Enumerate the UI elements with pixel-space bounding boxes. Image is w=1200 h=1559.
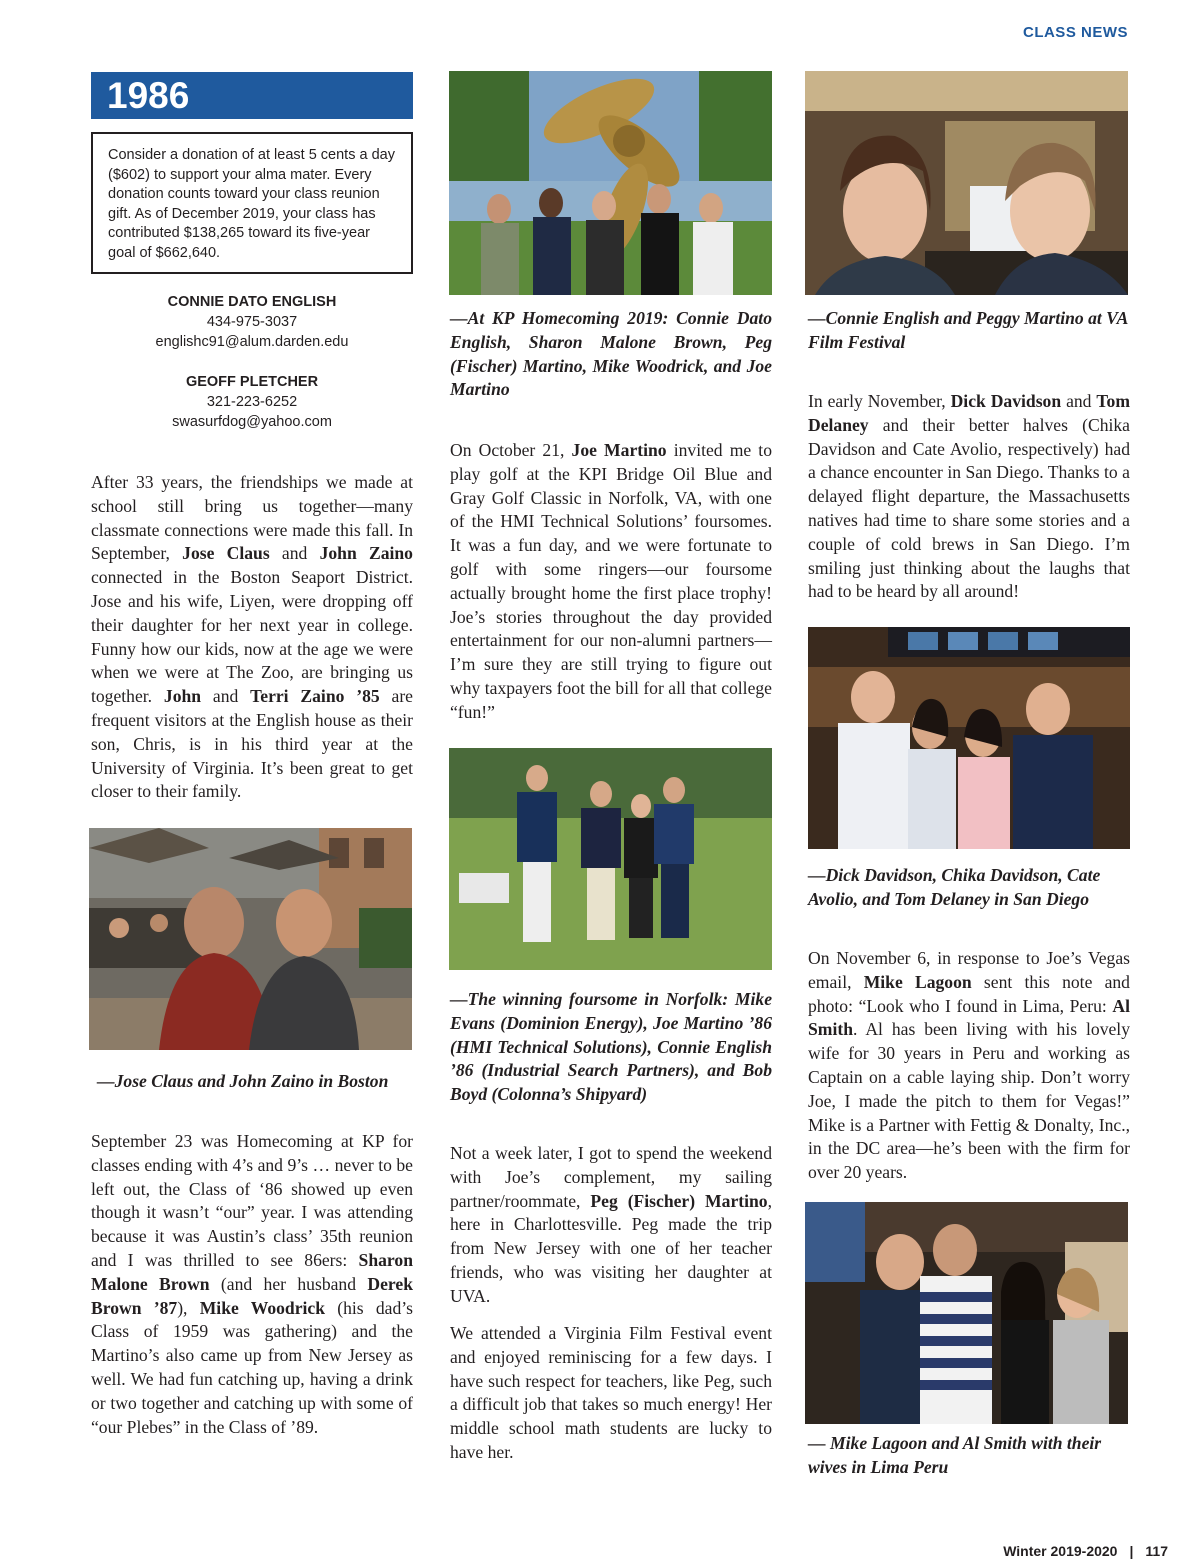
photo-lima-peru (805, 1202, 1128, 1424)
photo-homecoming-2019 (449, 71, 772, 295)
caption-boston: —Jose Claus and John Zaino in Boston (97, 1071, 389, 1091)
issue-label: Winter 2019-2020 (1003, 1543, 1118, 1559)
photo-boston (89, 828, 412, 1050)
contact-block-2 (91, 372, 413, 432)
donation-box: Consider a donation of at least 5 cents a day ($602) to support your alma mater. Every donation counts toward your class reunion gift. As of December 2019, your class has contributed $138,265 toward its five-year goal of $662,640. (91, 132, 413, 274)
class-year-heading: 1986 (91, 72, 413, 119)
contact-name: GEOFF PLETCHER (185, 374, 319, 390)
caption-san-diego: —Dick Davidson, Chika Davidson, Cate Avolio, and Tom Delaney in San Diego (808, 865, 1101, 909)
contact-phone: 321-223-6252 (206, 394, 298, 410)
contact-email: swasurfdog@yahoo.com (172, 414, 332, 430)
footer-separator: | (1129, 1543, 1134, 1559)
article-paragraph-5: We attended a Virginia Film Festival event and enjoyed reminiscing for a few days. I have such respect for teachers, like Peg, such a difficult job that takes so much energy! Her middle school math students are lucky to have her. (450, 1323, 772, 1462)
page-footer (1003, 1543, 1168, 1559)
caption-lima-peru: — Mike Lagoon and Al Smith with their wives in Lima Peru (808, 1433, 1102, 1477)
article-paragraph-1: After 33 years, the friendships we made at school still bring us together—many classmate connections were made this fall. In September, Jose Claus and John Zaino connected in the Boston Seaport District. Jose and his wife, Liyen, were dropping off their daughter for her next year in college. Funny how our kids, now at the age we were when we were at The Zoo, are bringing us together. John and Terri Zaino ’85 are frequent visitors at the English house as their son, Chris, is in his third year at the University of Virginia. It’s been great to get closer to their family. (91, 472, 413, 802)
contact-name: CONNIE DATO ENGLISH (167, 294, 337, 310)
contact-phone: 434-975-3037 (206, 314, 298, 330)
contact-block-1 (91, 292, 413, 352)
photo-va-film-festival (805, 71, 1128, 295)
article-paragraph-7: On November 6, in response to Joe’s Vegas email, Mike Lagoon sent this note and photo: “Look who I found in Lima, Peru: Al Smith. Al has been living with his lovely wife for 30 years in Peru and working as Captain on a cable laying ship. Don’t worry Joe, I made the pitch to them for Vegas!” Mike is a Partner with Fettig & Donalty, Inc., in the DC area—he’s been with the firm for over 20 years. (808, 948, 1130, 1183)
caption-va-film-festival: —Connie English and Peggy Martino at VA Film Festival (808, 308, 1128, 352)
article-paragraph-4: Not a week later, I got to spend the weekend with Joe’s complement, my sailing partner/roommate, Peg (Fischer) Martino, here in Charlottesville. Peg made the trip from New Jersey with one of her teacher friends, who was visiting her daughter at UVA. (450, 1143, 772, 1306)
article-paragraph-3: On October 21, Joe Martino invited me to play golf at the KPI Bridge Oil Blue and Gray Golf Classic in Norfolk, VA, with one of the HMI Technical Solutions’ foursomes. It was a fun day, and we were fortunate to golf with some ringers—our foursome actually brought home the first place trophy! Joe’s stories throughout the day provided entertainment for our non-alumni partners—I’m sure they are still trying to figure out why taxpayers foot the bill for all that college “fun!” (450, 440, 772, 722)
contact-email: englishc91@alum.darden.edu (155, 334, 349, 350)
page-number: 117 (1145, 1543, 1168, 1559)
article-paragraph-2: September 23 was Homecoming at KP for classes ending with 4’s and 9’s … never to be left out, the Class of ‘86 showed up even though it wasn’t “our” year. I was attending because it was Austin’s class’ 35th reunion and I was thrilled to see 86ers: Sharon Malone Brown (and her husband Derek Brown ’87), Mike Woodrick (his dad’s Class of 1959 was gathering) and the Martino’s also came up from New Jersey as well. We had fun catching up, having a drink or two together and catching up with some of “our Plebes” in the Class of ’89. (91, 1131, 413, 1437)
article-paragraph-6: In early November, Dick Davidson and Tom Delaney and their better halves (Chika Davidson and Cate Avolio, respectively) had a chance encounter in San Diego. Thanks to a delayed flight departure, the Massachusetts natives had time to share some stories and a couple of cold brews in San Diego. I’m smiling just thinking about the laughs that had to be heard by all around! (808, 391, 1130, 602)
caption-golf-foursome: —The winning foursome in Norfolk: Mike Evans (Dominion Energy), Joe Martino ’86 (HMI Technical Solutions), Connie English ’86 (Industrial Search Partners), and Bob Boyd (Colonna’s Shipyard) (450, 989, 772, 1105)
caption-homecoming-2019: —At KP Homecoming 2019: Connie Dato English, Sharon Malone Brown, Peg (Fischer) Martino, Mike Woodrick, and Joe Martino (450, 308, 772, 400)
photo-golf-foursome (449, 748, 772, 970)
section-label: CLASS NEWS (1022, 24, 1128, 41)
photo-san-diego (808, 627, 1130, 849)
